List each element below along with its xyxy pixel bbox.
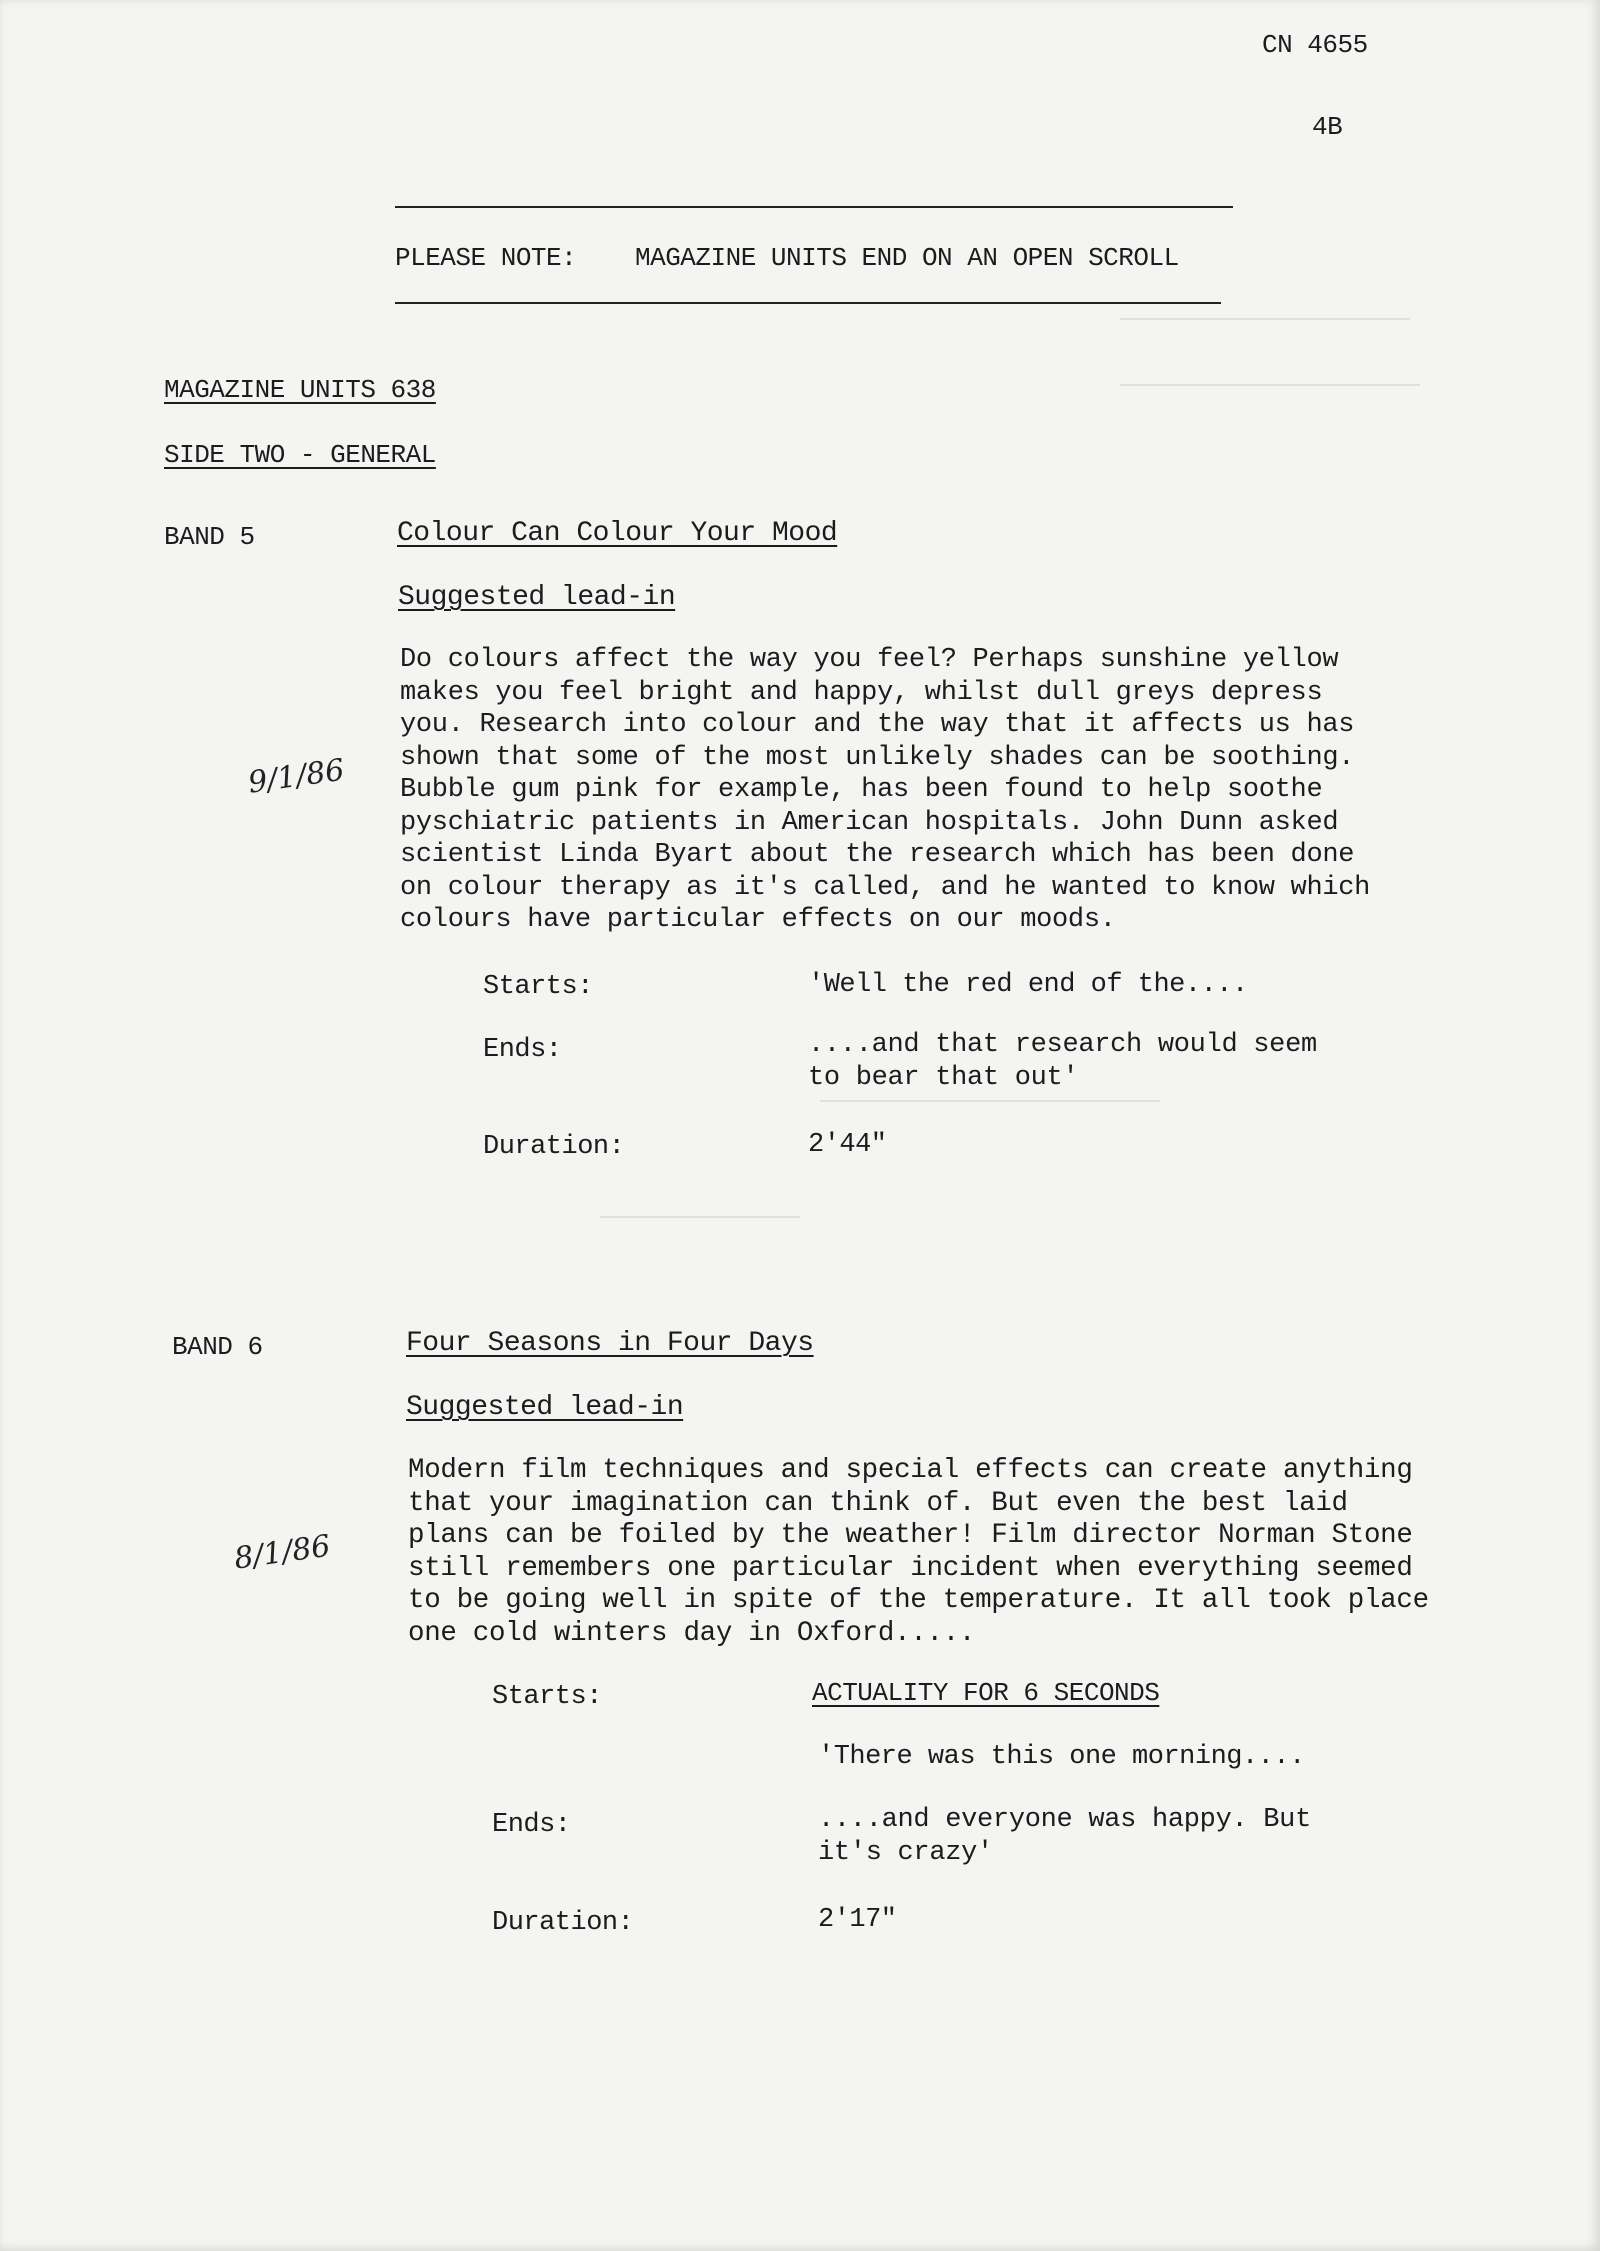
band-6-label: BAND 6 [172,1332,263,1362]
band-6-starts-label: Starts: [492,1682,602,1712]
band-6-starts-value: 'There was this one morning.... [818,1742,1305,1772]
show-through-mark [600,1216,800,1218]
band-6-starts-note: ACTUALITY FOR 6 SECONDS [812,1678,1160,1708]
band-5-handwritten-date: 9/1/86 [246,752,347,801]
page-number: 4B [1312,112,1343,142]
show-through-mark [820,1100,1160,1102]
section-title: MAGAZINE UNITS 638 [164,375,436,405]
band-5-leadin-text: Do colours affect the way you feel? Perhaps sunshine yellow makes you feel bright and happy, whilst dull greys depress you. Research into colour and the way that it affects us has shown that some of the most unlikely shades can be soothing. Bubble gum pink for example, has been found to help soothe pyschiatric patients in American hospitals. John Dunn asked scientist Linda Byart about the research which has been done on colour therapy as it's called, and he wanted to know which colours have particular effects on our moods. [400,645,1371,935]
band-5-starts-value: 'Well the red end of the.... [808,970,1248,1000]
note-text: MAGAZINE UNITS END ON AN OPEN SCROLL [635,243,1179,273]
band-5-label: BAND 5 [164,522,255,552]
divider-top [395,206,1233,208]
band-5-ends-label: Ends: [483,1035,562,1065]
section-subtitle: SIDE TWO - GENERAL [164,440,436,470]
band-5-starts-label: Starts: [483,972,593,1002]
band-6-duration-label: Duration: [492,1908,634,1938]
band-6-ends-label: Ends: [492,1810,571,1840]
band-5-title: Colour Can Colour Your Mood [397,518,838,549]
band-6-title: Four Seasons in Four Days [406,1328,814,1359]
show-through-mark [1120,318,1410,320]
band-6-ends-value: ....and everyone was happy. But it's crazy' [818,1805,1311,1868]
band-6-duration-value: 2'17" [818,1905,897,1935]
note-label: PLEASE NOTE: [395,243,577,273]
divider-bottom [395,302,1221,304]
document-reference: CN 4655 [1262,30,1368,60]
band-6-leadin-text: Modern film techniques and special effects can create anything that your imagination can think of. But even the best laid plans can be foiled by the weather! Film director Norman Stone still remembers one particular incident when everything seemed to be going well in spite of the temperature. It all took place one cold winters day in Oxford..... [408,1455,1429,1649]
band-6-handwritten-date: 8/1/86 [232,1528,333,1577]
band-5-duration-value: 2'44" [808,1130,887,1160]
band-5-ends-value: ....and that research would seem to bear that out' [808,1030,1317,1093]
band-5-duration-label: Duration: [483,1132,625,1162]
band-6-leadin-heading: Suggested lead-in [406,1392,684,1423]
band-5-leadin-heading: Suggested lead-in [398,582,676,613]
show-through-mark [1120,384,1420,386]
